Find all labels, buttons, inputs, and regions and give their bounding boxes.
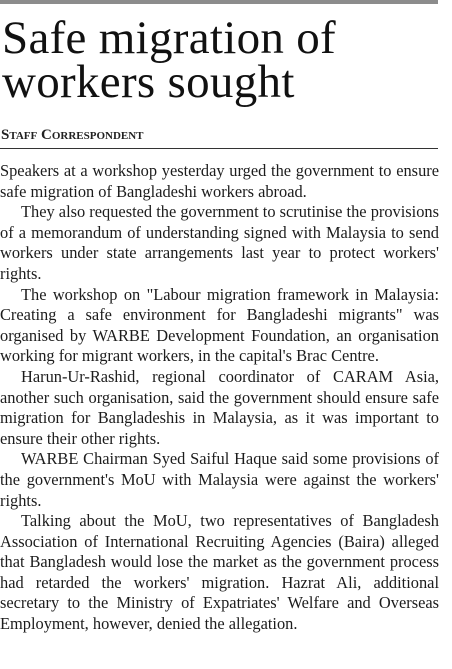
article-paragraph: They also requested the government to scrutinise the provisions of a memorandum of understanding signed with Malaysia to send workers under state arrangements last year to protect workers' rights. <box>0 202 439 283</box>
article-body <box>0 161 439 635</box>
article-paragraph: Speakers at a workshop yesterday urged the government to ensure safe migration of Bangladeshi workers abroad. <box>0 161 439 201</box>
article-paragraph: The workshop on "Labour migration framework in Malaysia: Creating a safe environment for Bangladeshi migrants" was organised by WARBE Development Foundation, an organisation working for migrant workers, in the capital's Brac Centre. <box>0 284 439 366</box>
article-paragraph: WARBE Chairman Syed Saiful Haque said some provisions of the government's MoU with Malaysia were against the workers' rights. <box>0 449 439 510</box>
byline-divider <box>0 148 438 149</box>
byline: Staff Correspondent <box>1 127 144 143</box>
top-rule <box>0 0 438 4</box>
article-paragraph: Harun-Ur-Rashid, regional coordinator of CARAM Asia, another such organisation, said the government should ensure safe migration for Bangladeshis in Malaysia, as it was important to ensure their other rights. <box>0 366 439 448</box>
article-paragraph: Talking about the MoU, two representatives of Bangladesh Association of International Recruiting Agencies (Baira) alleged that Bangladesh would lose the market as the government process had retarded the workers' migration. Hazrat Ali, additional secretary to the Ministry of Expatriates' Welfare and Overseas Employment, however, denied the allegation. <box>0 511 439 634</box>
headline: Safe migration of workers sought <box>2 12 337 108</box>
